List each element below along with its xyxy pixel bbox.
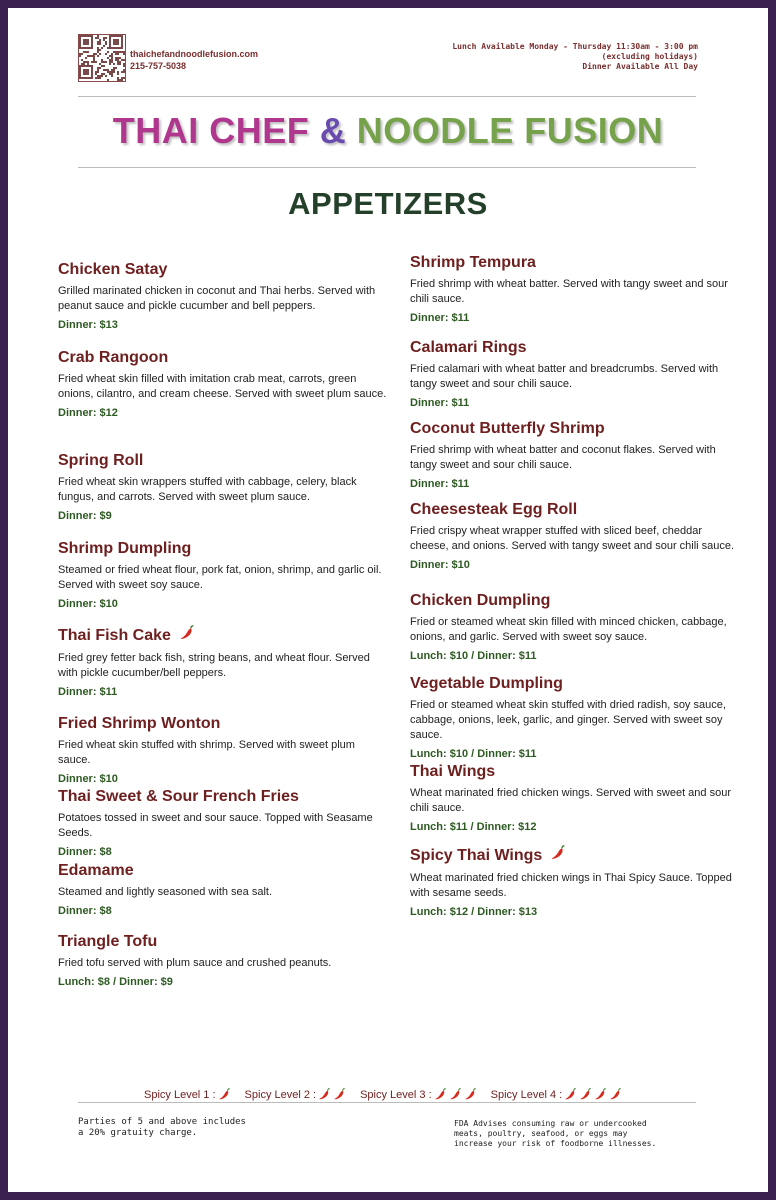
item-name-text: Cheesesteak Egg Roll [410,501,578,518]
menu-item [58,348,388,419]
gratuity-line: Parties of 5 and above includes [78,1117,246,1127]
item-description: Wheat marinated fried chicken wings. Served with sweet and sour chili sauce. [410,787,731,814]
menu-item [58,932,388,988]
menu-item [58,539,388,610]
spicy-level-label: Spicy Level 1 : [144,1088,216,1101]
item-price: Lunch: $11 / Dinner: $12 [410,821,537,833]
item-name-text: Thai Sweet & Sour French Fries [58,788,299,805]
menu-item [410,419,740,490]
item-name [58,932,388,952]
item-price: Lunch: $10 / Dinner: $11 [410,748,537,760]
item-name-text: Vegetable Dumpling [410,675,563,692]
item-name [58,714,388,734]
header-divider-bottom [78,167,696,168]
item-description: Steamed or fried wheat flour, pork fat, onion, shrimp, and garlic oil. Served with sweet soy sauce. [58,564,382,591]
item-name [410,591,740,611]
spicy-level-label: Spicy Level 4 : [490,1088,563,1101]
menu-page [8,8,768,1192]
chili-pepper-icon [218,1088,231,1101]
item-description: Fried shrimp with wheat batter and coconut flakes. Served with tangy sweet and sour chili sauce. [410,444,716,471]
item-name-text: Chicken Dumpling [410,592,551,609]
holiday-note: (excluding holidays) [601,52,698,61]
spicy-level-label: Spicy Level 3 : [360,1088,432,1101]
phone-number[interactable]: 215-757-5038 [130,61,187,71]
item-name [58,348,388,368]
spicy-level-entry [491,1088,623,1101]
fda-line: increase your risk of foodborne illnesses. [454,1139,657,1148]
spicy-level-entry [360,1088,477,1101]
menu-item [410,762,740,833]
item-name-text: Shrimp Dumpling [58,540,192,557]
item-name [410,338,740,358]
item-name [410,762,740,782]
item-name-text: Thai Wings [410,763,496,780]
item-description: Potatoes tossed in sweet and sour sauce. Topped with Seasame Seeds. [58,812,373,839]
item-price: Dinner: $9 [58,510,112,522]
chili-pepper-icon [579,1088,592,1101]
chili-pepper-icon [333,1088,346,1101]
spicy-level-label: Spicy Level 2 : [244,1088,317,1101]
chili-pepper-icon [609,1088,622,1101]
item-name-text: Coconut Butterfly Shrimp [410,420,605,437]
chili-pepper-icon [594,1088,607,1101]
menu-item [410,253,740,324]
menu-item [58,625,388,698]
item-name [58,260,388,280]
menu-item [410,591,740,662]
chili-pepper-icon [434,1088,447,1101]
item-name-text: Triangle Tofu [58,933,158,950]
item-name [410,845,740,867]
chili-pepper-icon [464,1088,477,1101]
item-price: Dinner: $13 [58,319,118,331]
spicy-indicator [179,625,195,647]
menu-item [58,714,388,785]
item-name-text: Spicy Thai Wings [410,847,543,864]
item-description: Fried shrimp with wheat batter. Served with tangy sweet and sour chili sauce. [410,278,728,305]
item-name [58,625,388,647]
brand-part1: THAI CHEF [112,110,310,151]
item-name-text: Spring Roll [58,452,144,469]
menu-item [410,845,740,918]
item-price: Dinner: $10 [58,773,118,785]
spicy-level-entry [245,1088,347,1101]
item-name-text: Fried Shrimp Wonton [58,715,221,732]
item-description: Fried or steamed wheat skin stuffed with dried radish, soy sauce, cabbage, onions, leek, garlic, and ginger. Served with sweet soy sauce. [410,699,726,741]
fda-line: meats, poultry, seafood, or eggs may [454,1129,628,1138]
menu-item [58,787,388,858]
menu-item [58,861,388,917]
item-name-text: Chicken Satay [58,261,168,278]
brand-part2: NOODLE FUSION [356,110,664,151]
gratuity-note [78,1117,308,1139]
item-description: Grilled marinated chicken in coconut and Thai herbs. Served with peanut sauce and pickle cucumber and bell peppers. [58,285,376,312]
chili-pepper-icon [550,845,566,861]
item-description: Steamed and lightly seasoned with sea salt. [58,886,273,898]
spicy-level-legend [144,1088,636,1101]
item-name [410,253,740,273]
item-price: Dinner: $8 [58,905,112,917]
item-price: Dinner: $10 [410,559,470,571]
footer-divider [78,1102,696,1103]
chili-pepper-icon [449,1088,462,1101]
item-price: Dinner: $11 [410,478,470,490]
website-link[interactable]: thaichefandnoodlefusion.com [130,49,259,59]
item-description: Fried grey fetter back fish, string beans, and wheat flour. Served with pickle cucumber/bell peppers. [58,652,370,679]
item-price: Dinner: $11 [410,397,470,409]
menu-item [410,338,740,409]
hours-info [452,42,698,72]
item-description: Fried wheat skin wrappers stuffed with cabbage, celery, black fungus, and carrots. Served with sweet plum sauce. [58,476,357,503]
lunch-hours: Lunch Available Monday - Thursday 11:30am - 3:00 pm [452,42,698,51]
menu-item [58,260,388,331]
qr-code-icon[interactable] [78,34,126,82]
chili-pepper-icon [318,1088,331,1101]
item-price: Lunch: $8 / Dinner: $9 [58,976,173,988]
header-divider-top [78,96,696,97]
item-description: Fried tofu served with plum sauce and crushed peanuts. [58,957,332,969]
item-name [410,500,740,520]
item-price: Dinner: $8 [58,846,112,858]
fda-line: FDA Advises consuming raw or undercooked [454,1119,647,1128]
contact-info [130,48,258,72]
item-description: Fried wheat skin stuffed with shrimp. Served with sweet plum sauce. [58,739,355,766]
brand-ampersand: & [319,110,347,151]
menu-item [410,500,740,571]
item-name-text: Crab Rangoon [58,349,169,366]
fda-advisory [454,1119,704,1149]
item-name [58,451,388,471]
item-price: Dinner: $11 [58,686,118,698]
spicy-level-entry [144,1088,231,1101]
chili-pepper-icon [179,625,195,641]
item-price: Lunch: $10 / Dinner: $11 [410,650,537,662]
item-description: Fried calamari with wheat batter and breadcrumbs. Served with tangy sweet and sour chili sauce. [410,363,719,390]
item-price: Dinner: $10 [58,598,118,610]
item-description: Fried or steamed wheat skin filled with minced chicken, cabbage, onions, and garlic. Served with sweet soy sauce. [410,616,727,643]
item-name-text: Calamari Rings [410,339,527,356]
chili-pepper-icon [564,1088,577,1101]
item-description: Fried crispy wheat wrapper stuffed with sliced beef, cheddar cheese, and onions. Served with tangy sweet and sour chili sauce. [410,525,735,552]
item-description: Wheat marinated fried chicken wings in Thai Spicy Sauce. Topped with sesame seeds. [410,872,732,899]
item-name [410,674,740,694]
item-price: Dinner: $12 [58,407,118,419]
dinner-hours: Dinner Available All Day [582,62,698,71]
item-price: Dinner: $11 [410,312,470,324]
item-name [58,861,388,881]
restaurant-title [8,110,768,152]
gratuity-line: a 20% gratuity charge. [78,1128,198,1138]
item-name-text: Edamame [58,862,134,879]
item-name-text: Thai Fish Cake [58,627,171,644]
item-name-text: Shrimp Tempura [410,254,536,271]
item-name [410,419,740,439]
item-description: Fried wheat skin filled with imitation crab meat, carrots, green onions, cilantro, and cream cheese. Served with sweet plum sauce. [58,373,387,400]
spicy-indicator [550,845,566,867]
item-price: Lunch: $12 / Dinner: $13 [410,906,538,918]
section-title: APPETIZERS [288,186,488,221]
item-name [58,539,388,559]
menu-item [58,451,388,522]
item-name [58,787,388,807]
menu-item [410,674,740,760]
